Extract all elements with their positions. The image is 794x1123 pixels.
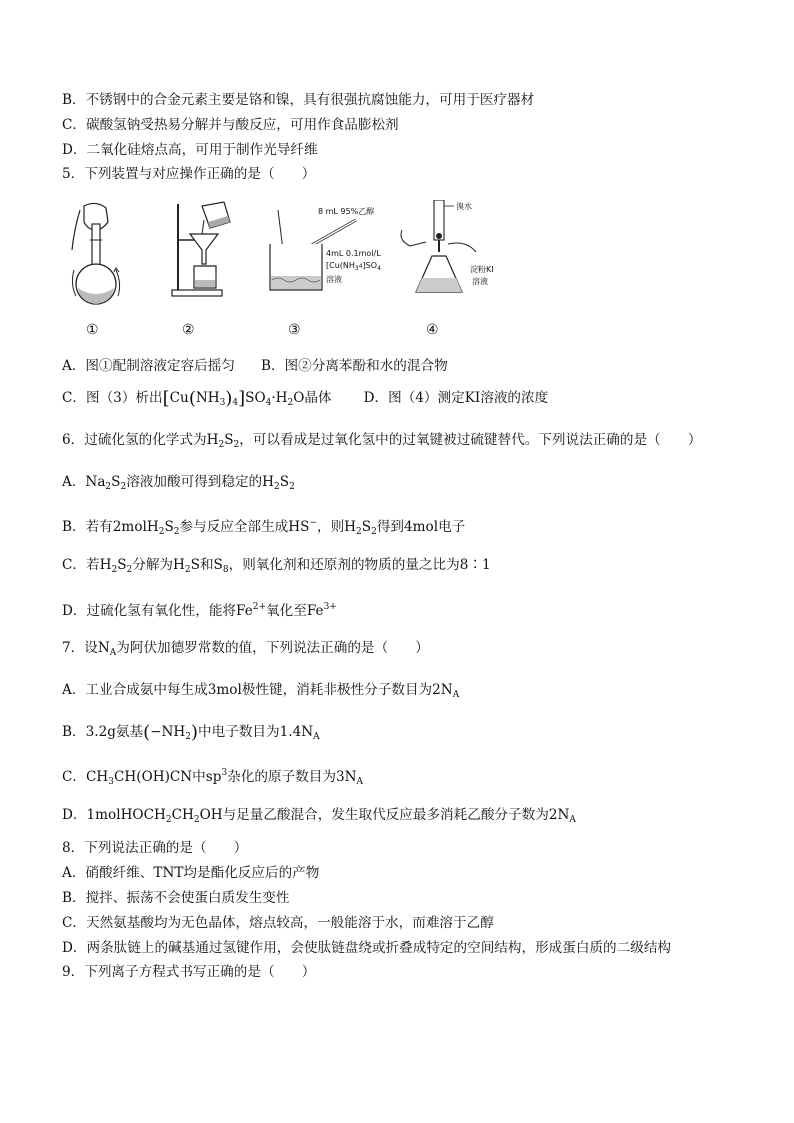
q4-option-b: B．不锈钢中的合金元素主要是铬和镍，具有很强抗腐蚀能力，可用于医疗器材 [62,92,535,108]
q5-option-d: D．图（4）测定KI溶液的浓度 [363,390,549,406]
q6-option-a: A．$Na_2S_2$溶液加酸可得到稳定的$H_2S_2$ [62,474,295,492]
q8-stem: 8．下列说法正确的是（ ） [62,840,248,856]
figure-4-label-ki: 淀粉KI [470,265,494,274]
q5-option-b: B．图②分离苯酚和水的混合物 [260,358,448,374]
figure-3-label-solution: 溶液 [326,275,342,284]
q5-options-cd [62,388,548,413]
q8-option-a: A．硝酸纤维、TNT均是酯化反应后的产物 [62,865,320,881]
q4-option-c: C．碳酸氢钠受热易分解并与酸反应，可用作食品膨松剂 [62,117,399,133]
figure-4-label-solution: 溶液 [472,277,488,286]
figure-label-1: ① [86,322,99,338]
q5-option-a: A．图①配制溶液定容后摇匀 [62,358,235,374]
figure-label-3: ③ [288,322,301,338]
q4-option-d: D．二氧化硅熔点高，可用于制作光导纤维 [62,142,318,158]
q7-stem: 7．设$N_A$为阿伏加德罗常数的值，下列说法正确的是（ ） [62,640,429,658]
q5-option-c: C．图（3）析出$[Cu(NH_3)_4]SO_4\cdot H_2O$晶体 [62,388,332,409]
q5-options-ab [62,356,448,376]
q8-option-d: D．两条肽链上的碱基通过氢键作用，会使肽链盘绕或折叠成特定的空间结构，形成蛋白质的二级结构 [62,940,672,956]
q7-option-d: D．$1molHOCH_2CH_2OH$与足量乙酸混合，发生取代反应最多消耗乙酸分子数为$2N_A$ [62,807,576,825]
figure-3-label-conc: 4mL 0.1mol/L [326,249,381,258]
q5-stem: 5．下列装置与对应操作正确的是（ ） [62,166,316,182]
figure-3-beaker-pipette [266,200,386,300]
q7-option-b: B．3.2g氨基$(-NH_2)$中电子数目为$1.4N_A$ [62,722,320,743]
figure-3-label-formula: [$Cu(NH_3^4]SO_4$ [326,261,381,272]
q7-option-c: C．$CH_3CH(OH)CN$中$sp^3$杂化的原子数目为$3N_A$ [62,768,363,787]
q9-stem: 9．下列离子方程式书写正确的是（ ） [62,964,316,980]
figure-4-titration [396,200,516,300]
q8-option-c: C．天然氨基酸均为无色晶体，熔点较高，一般能溶于水，而难溶于乙醇 [62,915,494,931]
figure-1-volumetric-flask [66,200,126,310]
q6-option-b: B．若有$2molH_2S_2$参与反应全部生成HS−，则$H_2S_2$得到4mol电子 [62,518,466,537]
figure-2-filtration-setup [168,200,238,300]
q6-option-d: D．过硫化氢有氧化性，能将$Fe^{2+}$氧化至$Fe^{3+}$ [62,602,337,619]
q6-stem: 6．过硫化氢的化学式为$H_2S_2$，可以看成是过氧化氢中的过氧键被过硫键替代。下列说法正确的是（ ） [62,432,702,450]
figure-4-label-bromine: 溴水 [456,202,472,211]
q6-option-c: C．若$H_2S_2$分解为$H_2S$和$S_8$，则氧化剂和还原剂的物质的量之比为8∶1 [62,557,491,575]
figure-label-4: ④ [426,322,439,338]
q8-option-b: B．搅拌、振荡不会使蛋白质发生变性 [62,890,290,906]
figure-label-2: ② [182,322,195,338]
figure-3-label-ethanol: 8 mL 95%乙醇 [318,207,375,216]
q7-option-a: A．工业合成氨中每生成3mol极性键，消耗非极性分子数目为$2N_A$ [62,682,460,700]
